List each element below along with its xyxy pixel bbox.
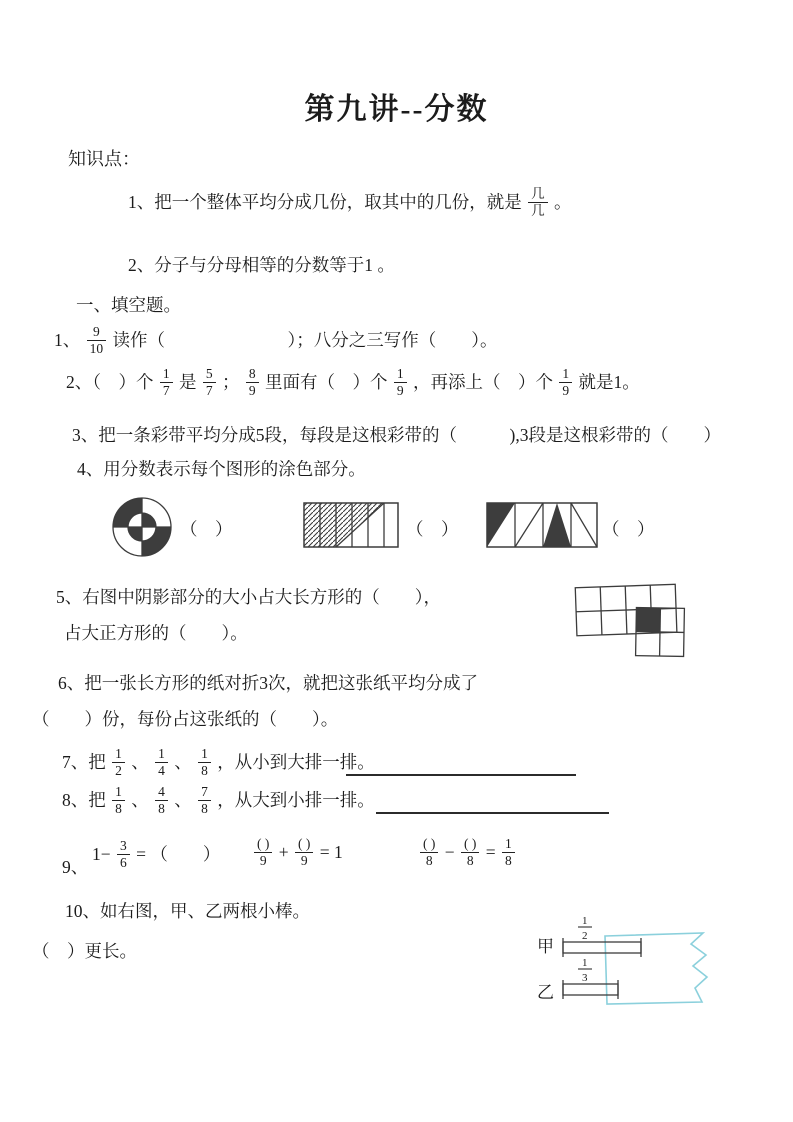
fraction-numerator: 9 <box>87 324 107 341</box>
fraction-denominator: 几 <box>531 202 545 218</box>
fraction <box>155 784 168 816</box>
stick-yi <box>563 984 618 995</box>
fraction-denominator: 2 <box>115 762 122 778</box>
fraction-numerator: ( ) <box>461 836 479 853</box>
fraction-denominator: 9 <box>562 382 570 398</box>
q9-e1-text: 1− <box>92 844 111 865</box>
fraction <box>198 746 211 778</box>
fraction-numerator: 1 <box>198 746 211 763</box>
fraction-denominator: 6 <box>120 854 127 870</box>
fraction-denominator: 10 <box>89 340 104 356</box>
circle-fraction-figure <box>110 496 174 560</box>
large-square-grid <box>636 608 685 657</box>
large-rectangle-grid <box>575 584 677 635</box>
fraction-denominator: 8 <box>466 852 474 868</box>
fraction-denominator: 9 <box>300 852 308 868</box>
section-heading: 一、填空题。 <box>76 295 181 315</box>
equals-sign: = <box>485 842 496 863</box>
label-yi: 乙 <box>537 983 554 1002</box>
fraction <box>87 324 107 356</box>
q7-text-a: 7、把 <box>62 752 106 773</box>
stick-jia <box>563 942 641 953</box>
fraction-numerator: 几 <box>528 186 548 203</box>
label-jia: 甲 <box>537 937 554 956</box>
fraction-numerator: 5 <box>203 366 216 383</box>
fraction-denominator: 8 <box>158 800 165 816</box>
fraction-denominator: 3 <box>582 972 588 984</box>
fraction <box>155 746 168 778</box>
fraction-numerator: 1 <box>502 836 515 853</box>
question-10-line-1: 10、如右图，甲、乙两根小棒。 <box>65 901 310 921</box>
q9-e1-equals-blank: = （ ） <box>136 844 221 865</box>
question-5-line-1: 5、右图中阴影部分的大小占大长方形的（ ）， <box>56 587 441 607</box>
fraction-denominator: 4 <box>158 762 165 778</box>
knowledge-heading: 知识点： <box>68 149 140 169</box>
fraction-denominator: 2 <box>582 930 588 942</box>
fraction-denominator: 9 <box>259 852 267 868</box>
q4-blank-2: （ ） <box>406 519 459 539</box>
fraction-denominator: 8 <box>201 800 208 816</box>
fraction <box>394 366 407 398</box>
q7-sep-1: 、 <box>131 752 149 773</box>
fraction <box>559 366 572 398</box>
fraction-numerator: 1 <box>112 746 125 763</box>
q9-expression-2 <box>252 838 343 870</box>
overlap-grid-figure <box>572 578 702 663</box>
q8-text-a: 8、把 <box>62 790 106 811</box>
q2-text-c: ； <box>222 372 240 393</box>
fraction-denominator: 9 <box>248 382 256 398</box>
q2-text-f: 就是1。 <box>578 372 640 393</box>
question-5-line-2: 占大正方形的（ ）。 <box>64 623 248 643</box>
fraction-numerator: 1 <box>112 784 125 801</box>
fraction-denominator: 8 <box>115 800 122 816</box>
fraction-denominator: 8 <box>201 762 208 778</box>
q2-text-e: ，再添上（ ）个 <box>413 372 553 393</box>
minus-sign: − <box>444 842 455 863</box>
q7-sep-2: 、 <box>174 752 192 773</box>
fraction <box>461 836 479 868</box>
q7-answer-line <box>346 748 576 776</box>
shaded-cell <box>636 608 660 632</box>
question-1 <box>54 326 498 358</box>
fraction <box>160 366 173 398</box>
fraction <box>246 366 259 398</box>
fraction-numerator: 1 <box>559 366 572 383</box>
fraction <box>502 836 515 868</box>
q9-expression-3 <box>418 838 517 870</box>
fraction-denominator: 8 <box>505 852 512 868</box>
fraction <box>295 836 313 868</box>
question-10-line-2: （ ）更长。 <box>32 941 137 961</box>
sticks-comparison-figure <box>505 910 755 1015</box>
fraction <box>528 186 548 218</box>
q8-sep-1: 、 <box>131 790 149 811</box>
q2-text-a: 2、（ ）个 <box>66 372 154 393</box>
fraction-numerator: ( ) <box>254 836 272 853</box>
q4-blank-1: （ ） <box>180 519 233 539</box>
fraction-denominator: 8 <box>425 852 433 868</box>
shaded-triangle <box>487 503 515 547</box>
q8-text-b: ，从大到小排一排。 <box>217 790 375 811</box>
fraction-numerator: 1 <box>582 957 588 969</box>
triangles-fraction-figure <box>486 502 598 548</box>
fraction <box>112 746 125 778</box>
fraction-numerator: 8 <box>246 366 259 383</box>
question-6-line-2: （ ）份，每份占这张纸的（ ）。 <box>32 709 339 729</box>
fraction-numerator: 1 <box>155 746 168 763</box>
fraction <box>420 836 438 868</box>
q2-text-d: 里面有（ ）个 <box>265 372 388 393</box>
fraction <box>198 784 211 816</box>
q8-sep-2: 、 <box>174 790 192 811</box>
fraction-numerator: ( ) <box>295 836 313 853</box>
fraction-denominator: 7 <box>205 382 213 398</box>
question-2 <box>66 368 640 400</box>
fraction-denominator: 9 <box>396 382 404 398</box>
question-3: 3、把一条彩带平均分成5段，每段是这根彩带的（ ),3段是这根彩带的（ ） <box>72 425 721 445</box>
fraction-numerator: 1 <box>582 915 588 927</box>
question-4: 4、用分数表示每个图形的涂色部分。 <box>77 459 366 479</box>
page-title: 第九讲--分数 <box>304 93 489 126</box>
torn-paper-shape <box>605 933 707 1004</box>
question-8 <box>62 786 375 818</box>
fraction <box>203 366 216 398</box>
fraction-numerator: 1 <box>394 366 407 383</box>
fraction-numerator: 1 <box>160 366 173 383</box>
q8-answer-line <box>376 786 609 814</box>
knowledge-item-1-period: 。 <box>554 192 572 213</box>
q1-text: 读作（ ）；八分之三写作（ ）。 <box>112 330 498 351</box>
knowledge-item-1 <box>128 188 572 220</box>
plus-sign: + <box>278 842 289 863</box>
fraction-numerator: 7 <box>198 784 211 801</box>
question-6-line-1: 6、把一张长方形的纸对折3次，就把这张纸平均分成了 <box>58 673 478 693</box>
fraction-denominator: 7 <box>162 382 170 398</box>
question-7 <box>62 748 375 780</box>
strips-fraction-figure <box>303 502 399 548</box>
q4-blank-3: （ ） <box>602 519 655 539</box>
knowledge-item-2: 2、分子与分母相等的分数等于1 。 <box>128 255 395 275</box>
q9-expression-1 <box>92 840 220 872</box>
knowledge-item-1-text: 1、把一个整体平均分成几份，取其中的几份，就是 <box>128 192 522 213</box>
q2-text-b: 是 <box>179 372 197 393</box>
q1-number: 1、 <box>54 330 81 351</box>
question-9-number: 9、 <box>62 857 89 877</box>
fraction-numerator: 3 <box>117 838 130 855</box>
q9-e2-result: = 1 <box>319 842 343 863</box>
fraction-numerator: 4 <box>155 784 168 801</box>
fraction-numerator: ( ) <box>420 836 438 853</box>
fraction <box>112 784 125 816</box>
fraction <box>117 838 130 870</box>
q7-text-b: ，从小到大排一排。 <box>217 752 375 773</box>
shaded-triangle <box>543 503 571 547</box>
fraction <box>254 836 272 868</box>
